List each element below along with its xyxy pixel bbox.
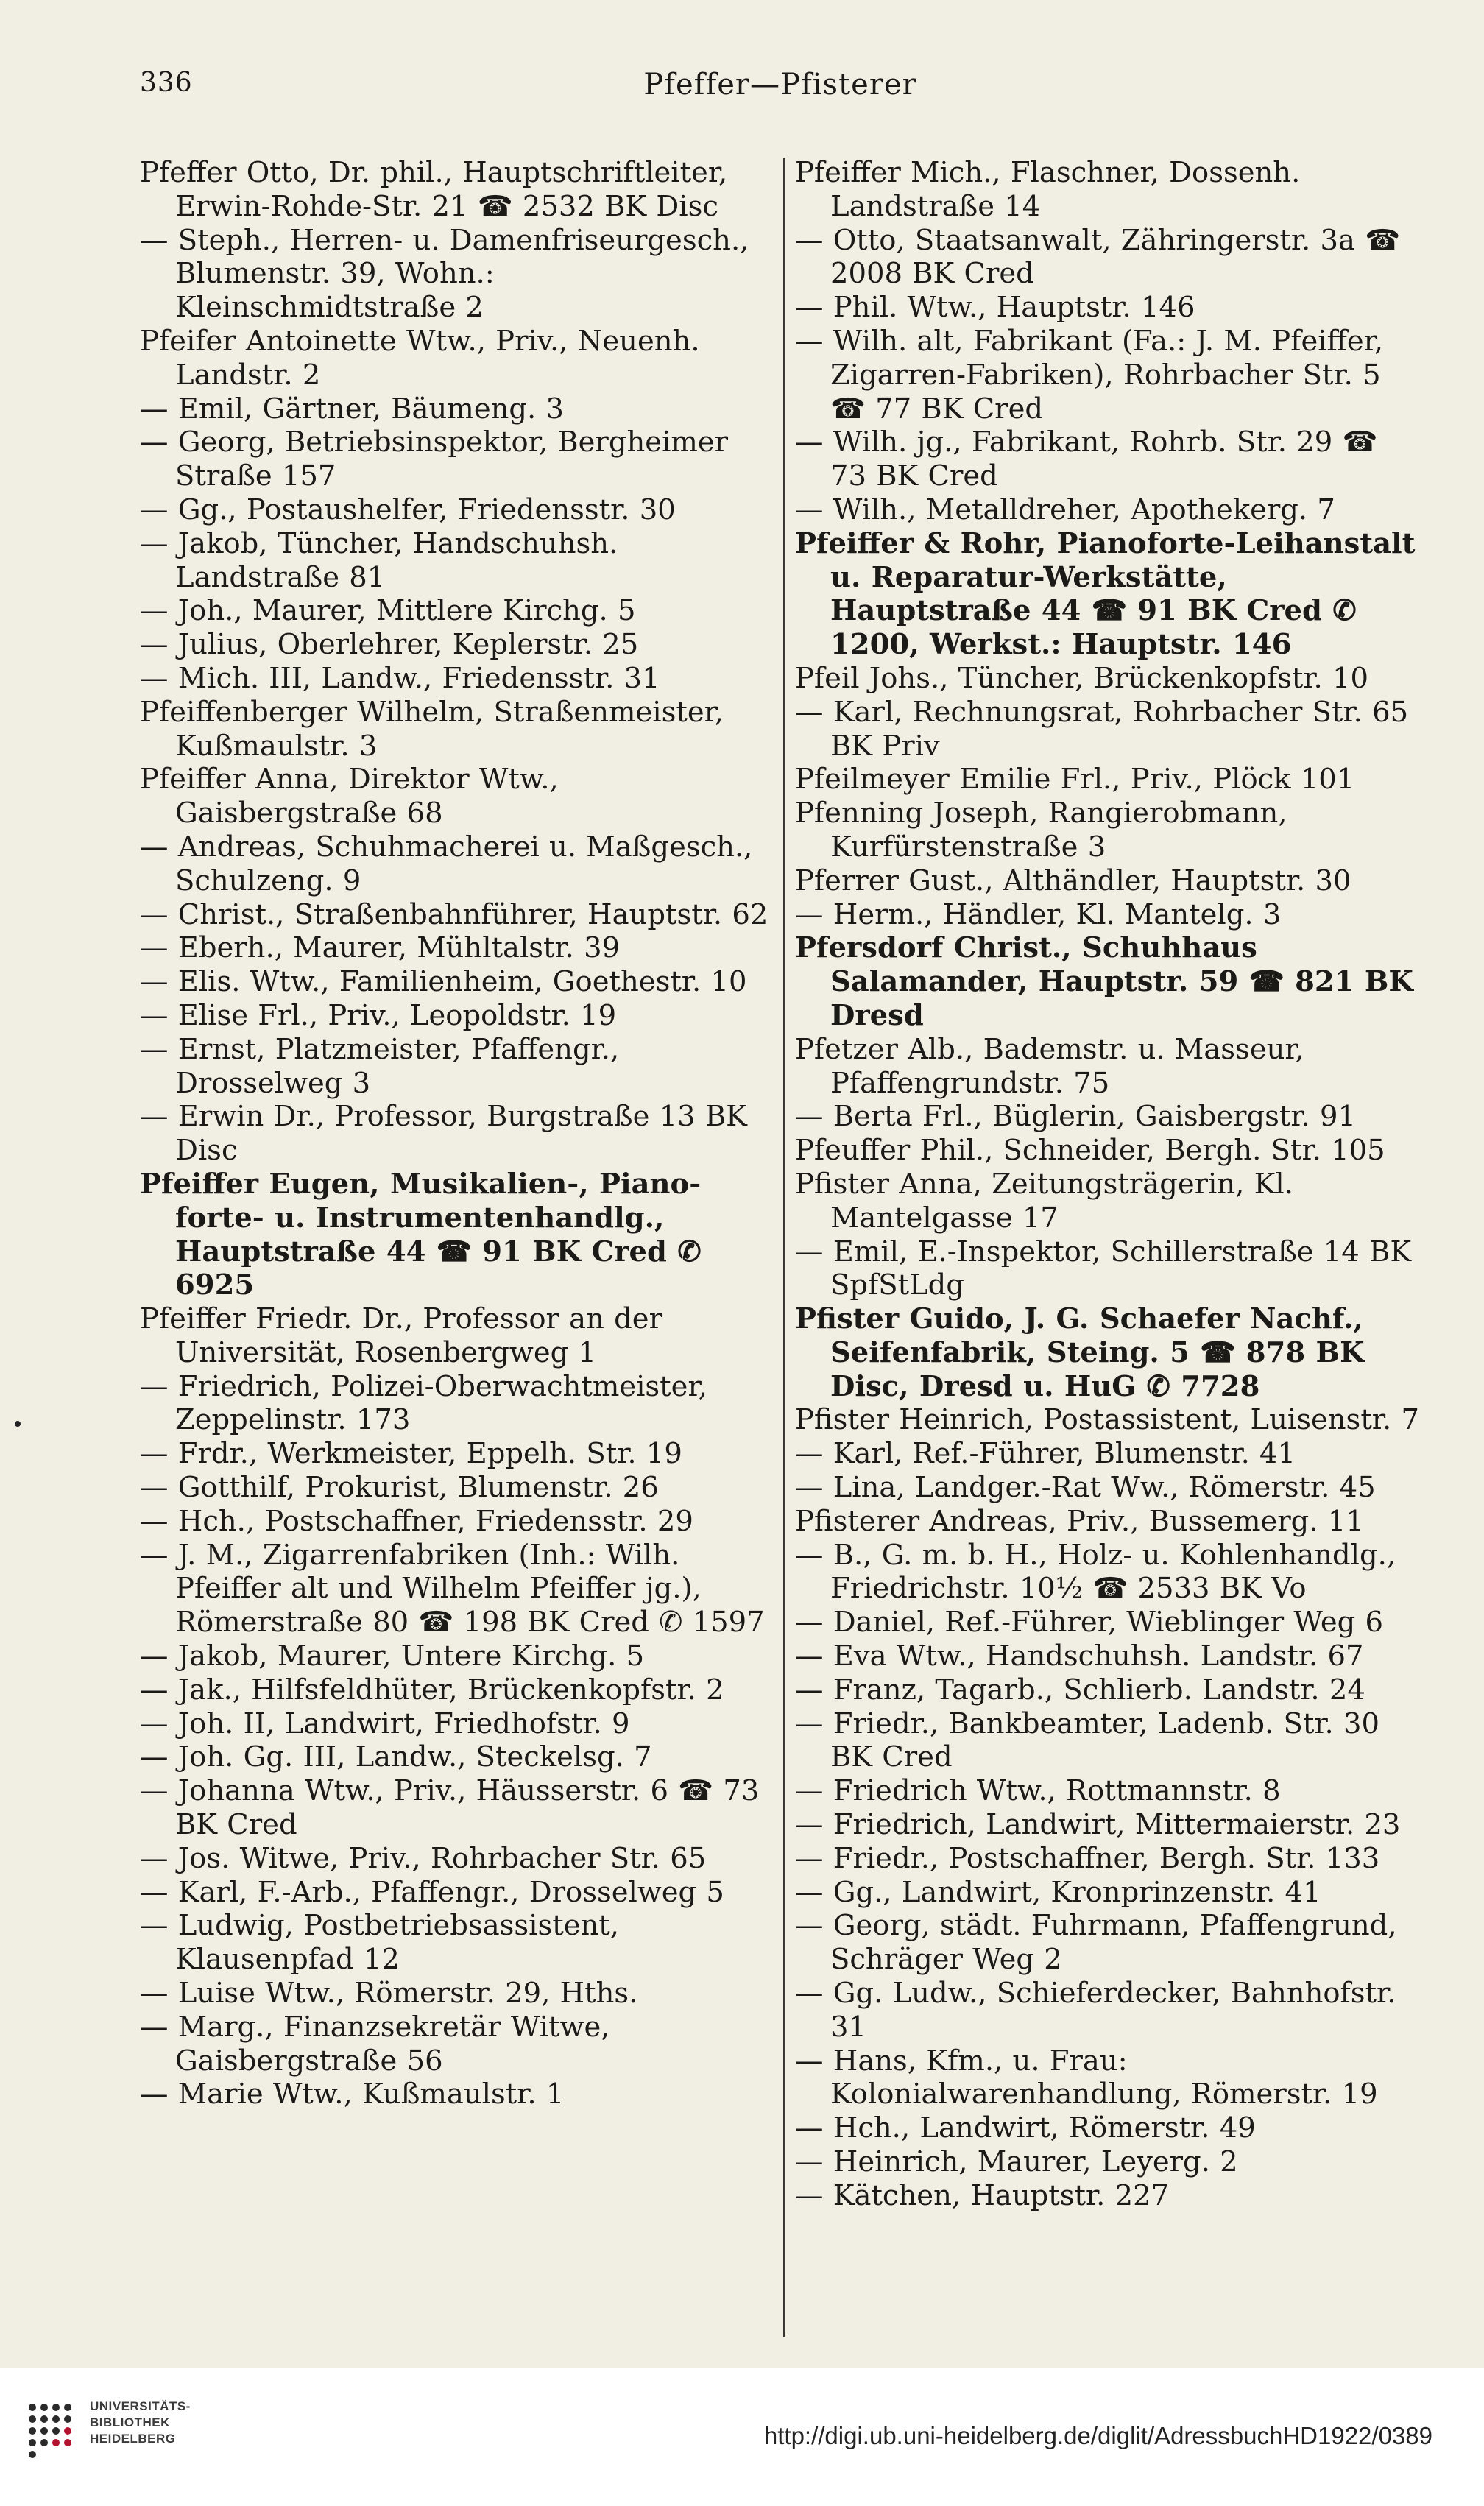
directory-entry: — Jakob, Tüncher, Handschuhsh. Landstraße 81: [140, 526, 618, 594]
directory-entry: Pferrer Gust., Althändler, Hauptstr. 30: [795, 864, 1352, 897]
directory-entry: — Emil, E.-Inspektor, Schillerstraße 14 BK SpfStLdg: [795, 1235, 1412, 1302]
directory-entry: — Elis. Wtw., Familienheim, Goethestr. 10: [140, 965, 747, 999]
directory-entry: Pfetzer Alb., Bademstr. u. Masseur, Pfaffengrundstr. 75: [795, 1032, 1304, 1100]
directory-entry: Pfister Guido, J. G. Schaefer Nachf., Seifenfabrik, Steing. 5 ☎ 878 BK Disc, Dresd u. HuG ✆ 7728: [795, 1302, 1365, 1403]
directory-entry: Pfeilmeyer Emilie Frl., Priv., Plöck 101: [795, 763, 1355, 797]
directory-entry: — Friedrich, Polizei-Oberwachtmeister, Zeppelinstr. 173: [140, 1369, 707, 1437]
directory-entry: — Luise Wtw., Römerstr. 29, Hths.: [140, 1977, 638, 2011]
directory-entry: — Phil. Wtw., Hauptstr. 146: [795, 291, 1195, 325]
directory-entry: Pfeiffer Friedr. Dr., Professor an der Universität, Rosenbergweg 1: [140, 1302, 662, 1369]
directory-entry: — Wilh. jg., Fabrikant, Rohrb. Str. 29 ☎ 73 BK Cred: [795, 426, 1378, 493]
directory-entry: Pfister Anna, Zeitungsträgerin, Kl. Mantelgasse 17: [795, 1167, 1293, 1235]
library-name: [90, 2399, 191, 2447]
directory-entry: — Eberh., Maurer, Mühltalstr. 39: [140, 931, 621, 965]
directory-entry: — Berta Frl., Büglerin, Gaisbergstr. 91: [795, 1100, 1356, 1134]
directory-entry: Pfeiffer Anna, Direktor Wtw., Gaisbergstraße 68: [140, 763, 559, 830]
digitization-footer: [0, 2368, 1484, 2506]
directory-entry: — Eva Wtw., Handschuhsh. Landstr. 67: [795, 1640, 1364, 1673]
directory-entry: — Franz, Tagarb., Schlierb. Landstr. 24: [795, 1673, 1365, 1706]
directory-entry: — Wilh. alt, Fabrikant (Fa.: J. M. Pfeiffer, Zigarren-Fabriken), Rohrbacher Str. 5 ☎ 77 BK Cred: [795, 324, 1384, 426]
directory-entry: Pfeiffenberger Wilhelm, Straßenmeister, Kußmaulstr. 3: [140, 695, 724, 763]
library-logo-icon: [22, 2397, 85, 2460]
directory-entry: — Erwin Dr., Professor, Burgstraße 13 BK Disc: [140, 1100, 747, 1168]
directory-entry: Pfenning Joseph, Rangierobmann, Kurfürstenstraße 3: [795, 797, 1287, 864]
directory-entry: — Gotthilf, Prokurist, Blumenstr. 26: [140, 1471, 659, 1505]
directory-entry: Pfersdorf Christ., Schuhhaus Salamander, Hauptstr. 59 ☎ 821 BK Dresd: [795, 931, 1413, 1032]
directory-entry: — Frdr., Werkmeister, Eppelh. Str. 19: [140, 1437, 682, 1471]
directory-entry: — Karl, Ref.-Führer, Blumenstr. 41: [795, 1437, 1296, 1471]
directory-entry: — Elise Frl., Priv., Leopoldstr. 19: [140, 998, 617, 1032]
directory-entry: — Hans, Kfm., u. Frau: Kolonialwarenhandlung, Römerstr. 19: [795, 2044, 1378, 2111]
directory-entry: — Hch., Postschaffner, Friedensstr. 29: [140, 1504, 693, 1538]
directory-entry: — Gg. Ludw., Schieferdecker, Bahnhofstr. 31: [795, 1977, 1396, 2044]
page-number: 336: [140, 68, 193, 98]
source-url[interactable]: http://digi.ub.uni-heidelberg.de/diglit/AdressbuchHD1922/0389: [763, 2422, 1432, 2449]
directory-entry: — Daniel, Ref.-Führer, Wieblinger Weg 6: [795, 1606, 1384, 1640]
directory-entry: Pfisterer Andreas, Priv., Bussemerg. 11: [795, 1504, 1364, 1538]
directory-entry: Pfister Heinrich, Postassistent, Luisenstr. 7: [795, 1403, 1419, 1437]
directory-entry: — B., G. m. b. H., Holz- u. Kohlenhandlg., Friedrichstr. 10½ ☎ 2533 BK Vo: [795, 1538, 1396, 1606]
library-line: BIBLIOTHEK: [90, 2415, 170, 2429]
directory-entry: — Ludwig, Postbetriebsassistent, Klausenpfad 12: [140, 1909, 619, 1977]
page-header: [140, 68, 1421, 112]
directory-entry: Pfeffer Otto, Dr. phil., Hauptschriftleiter, Erwin-Rohde-Str. 21 ☎ 2532 BK Disc: [140, 156, 728, 223]
directory-entry: — Friedrich, Landwirt, Mittermaierstr. 23: [795, 1808, 1401, 1842]
directory-entry: — Johanna Wtw., Priv., Häusserstr. 6 ☎ 73 BK Cred: [140, 1774, 760, 1842]
directory-entry: — Marie Wtw., Kußmaulstr. 1: [140, 2078, 565, 2111]
directory-entry: Pfeiffer & Rohr, Pianoforte-Leihanstalt u. Reparatur-Werkstätte, Hauptstraße 44 ☎ 91 BK Cred ✆ 1200, Werkst.: Hauptstr. 146: [795, 526, 1416, 662]
directory-entry: — Christ., Straßenbahnführer, Hauptstr. 62: [140, 897, 768, 931]
library-line: HEIDELBERG: [90, 2432, 176, 2446]
directory-entry: — Jos. Witwe, Priv., Rohrbacher Str. 65: [140, 1841, 707, 1875]
directory-entry: — Georg, städt. Fuhrmann, Pfaffengrund, Schräger Weg 2: [795, 1909, 1397, 1977]
directory-entry: — Karl, Rechnungsrat, Rohrbacher Str. 65 BK Priv: [795, 695, 1409, 763]
directory-entry: Pfeiffer Eugen, Musikalien-, Piano- forte- u. Instrumentenhandlg., Hauptstraße 44 ☎ 91 BK Cred ✆ 6925: [140, 1167, 702, 1302]
running-head: Pfeffer—Pfisterer: [643, 68, 917, 102]
library-line: UNIVERSITÄTS-: [90, 2399, 191, 2413]
directory-entry: — Ernst, Platzmeister, Pfaffengr., Drosselweg 3: [140, 1032, 620, 1100]
directory-entry: Pfeifer Antoinette Wtw., Priv., Neuenh. Landstr. 2: [140, 324, 700, 392]
directory-entry: — Otto, Staatsanwalt, Zähringerstr. 3a ☎ 2008 BK Cred: [795, 223, 1401, 291]
directory-entry: — Kätchen, Hauptstr. 227: [795, 2178, 1170, 2212]
directory-entry: — Joh. II, Landwirt, Friedhofstr. 9: [140, 1706, 630, 1740]
directory-entry: — Friedrich Wtw., Rottmannstr. 8: [795, 1774, 1281, 1808]
directory-entry: — Steph., Herren- u. Damenfriseurgesch., Blumenstr. 39, Wohn.: Kleinschmidtstraße 2: [140, 223, 749, 325]
directory-entry: — Heinrich, Maurer, Leyerg. 2: [795, 2145, 1238, 2179]
directory-entry: — Karl, F.-Arb., Pfaffengr., Drosselweg 5: [140, 1875, 724, 1909]
directory-entry: — Jak., Hilfsfeldhüter, Brückenkopfstr. 2: [140, 1673, 724, 1706]
directory-entry: — Friedr., Bankbeamter, Ladenb. Str. 30 BK Cred: [795, 1706, 1380, 1774]
directory-entry: Pfeiffer Mich., Flaschner, Dossenh. Landstraße 14: [795, 156, 1301, 223]
directory-entry: — Marg., Finanzsekretär Witwe, Gaisbergstraße 56: [140, 2010, 610, 2078]
directory-entry: — Friedr., Postschaffner, Bergh. Str. 133: [795, 1841, 1380, 1875]
directory-entry: — Jakob, Maurer, Untere Kirchg. 5: [140, 1640, 645, 1673]
directory-entry: — Georg, Betriebsinspektor, Bergheimer Straße 157: [140, 426, 729, 493]
directory-entry: — Emil, Gärtner, Bäumeng. 3: [140, 392, 565, 426]
directory-entry: — Gg., Landwirt, Kronprinzenstr. 41: [795, 1875, 1321, 1909]
directory-entry: — Andreas, Schuhmacherei u. Maßgesch., Schulzeng. 9: [140, 830, 753, 897]
directory-entry: — Mich. III, Landw., Friedensstr. 31: [140, 661, 660, 695]
right-column: [795, 156, 1421, 2213]
directory-entry: — Wilh., Metalldreher, Apothekerg. 7: [795, 493, 1335, 526]
directory-entry: — Gg., Postaushelfer, Friedensstr. 30: [140, 493, 676, 526]
directory-entry: — Herm., Händler, Kl. Mantelg. 3: [795, 897, 1282, 931]
directory-entry: — Joh., Maurer, Mittlere Kirchg. 5: [140, 594, 636, 628]
left-column: [140, 156, 773, 2111]
directory-entry: — Julius, Oberlehrer, Keplerstr. 25: [140, 628, 639, 662]
directory-entry: Pfeil Johs., Tüncher, Brückenkopfstr. 10: [795, 661, 1368, 695]
directory-entry: — Lina, Landger.-Rat Ww., Römerstr. 45: [795, 1471, 1376, 1505]
directory-entry: — Joh. Gg. III, Landw., Steckelsg. 7: [140, 1740, 652, 1774]
ink-speck: [15, 1421, 21, 1427]
directory-entry: — J. M., Zigarrenfabriken (Inh.: Wilh. Pfeiffer alt und Wilhelm Pfeiffer jg.), Römerstraße 80 ☎ 198 BK Cred ✆ 1597: [140, 1538, 765, 1640]
directory-entry: Pfeuffer Phil., Schneider, Bergh. Str. 105: [795, 1134, 1385, 1168]
directory-entry: — Hch., Landwirt, Römerstr. 49: [795, 2111, 1256, 2145]
column-divider: [783, 158, 785, 2337]
